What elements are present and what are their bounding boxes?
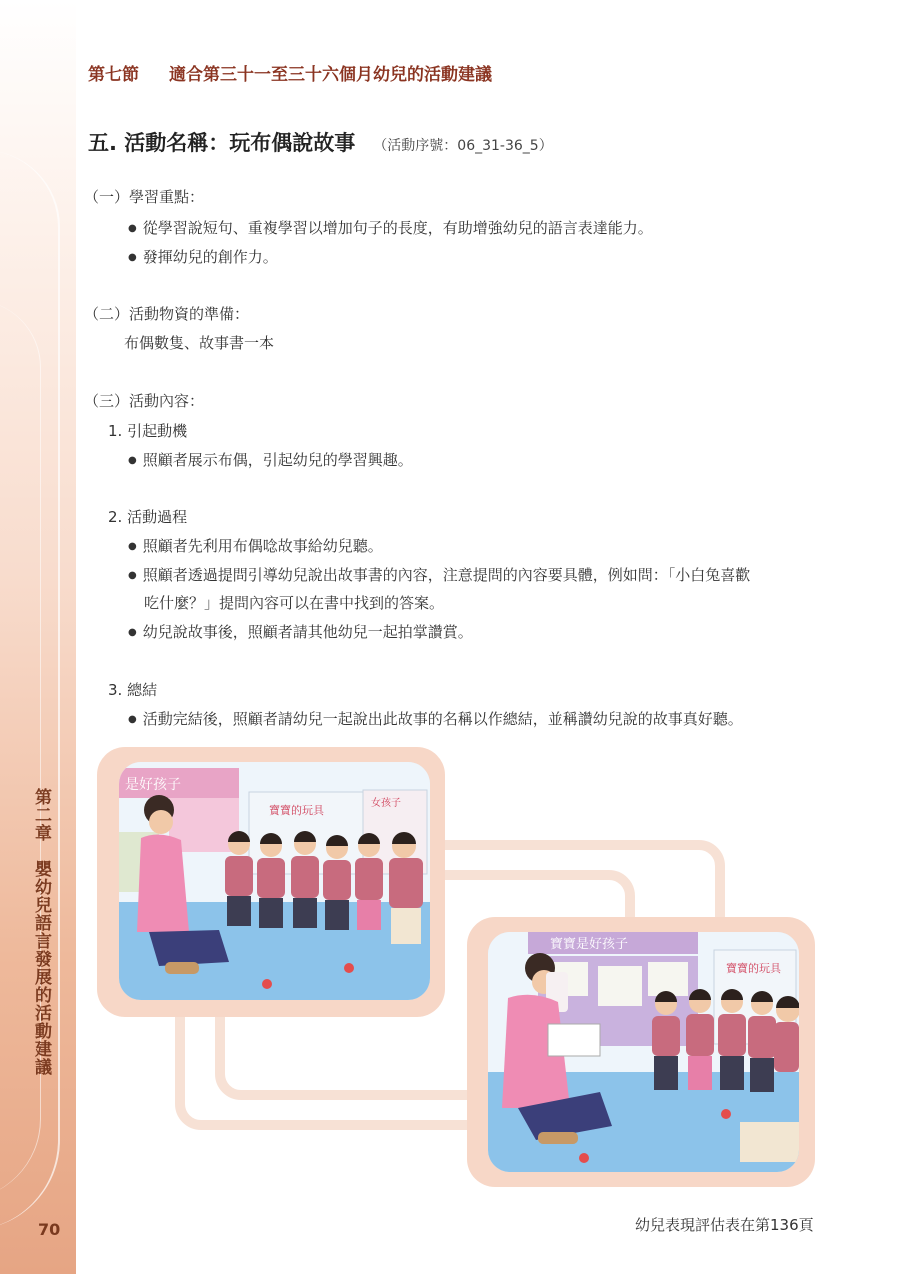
section-title: 適合第三十一至三十六個月幼兒的活動建議 — [169, 65, 492, 85]
activity-serial: （活動序號：06_31-36_5） — [373, 138, 553, 154]
classroom-photo-illustration — [488, 932, 799, 1172]
photo-board-text: 寶寶的玩具 — [269, 804, 324, 817]
assessment-reference-note: 幼兒表現評估表在第136頁 — [635, 1216, 814, 1234]
activity-title — [88, 127, 553, 157]
conclusion-heading: 3. 總結 — [108, 681, 158, 699]
materials-text: 布偶數隻、故事書一本 — [124, 334, 275, 352]
photo-banner-text: 寶寶是好孩子 — [550, 937, 629, 952]
activity-photo — [488, 932, 799, 1172]
photo-banner-text: 是好孩子 — [125, 777, 181, 793]
process-item: ● 照顧者透過提問引導幼兒說出故事書的內容，注意提問的內容要具體，例如問：「小白兔喜歡 — [128, 564, 750, 585]
motivation-heading: 1. 引起動機 — [108, 422, 188, 440]
process-item-continued: 吃什麼？」提問內容可以在書中找到的答案。 — [144, 594, 445, 612]
classroom-photo-illustration — [119, 762, 430, 1000]
learning-focus-heading: （一）學習重點： — [84, 188, 205, 206]
activity-name: 五. 活動名稱：玩布偶說故事 — [88, 131, 356, 155]
section-header — [88, 60, 492, 85]
process-heading: 2. 活動過程 — [108, 508, 188, 526]
photo-board-text: 寶寶的玩具 — [726, 962, 781, 975]
photo-board-text: 女孩子 — [371, 798, 401, 809]
content-heading: （三）活動內容： — [84, 392, 205, 410]
process-item: ● 照顧者先利用布偶唸故事給幼兒聽。 — [128, 535, 383, 556]
chapter-title: 第二章 嬰幼兒語言發展的活動建議 — [31, 788, 51, 1076]
activity-photo — [119, 762, 430, 1000]
section-number: 第七節 — [88, 65, 139, 85]
learning-focus-item: ● 從學習說短句、重複學習以增加句子的長度，有助增強幼兒的語言表達能力。 — [128, 217, 653, 238]
motivation-item: ● 照顧者展示布偶，引起幼兒的學習興趣。 — [128, 449, 413, 470]
conclusion-item: ● 活動完結後，照顧者請幼兒一起說出此故事的名稱以作總結，並稱讚幼兒說的故事真好聽。 — [128, 708, 743, 729]
learning-focus-item: ● 發揮幼兒的創作力。 — [128, 246, 278, 267]
chapter-sidebar — [0, 0, 76, 1274]
process-item: ● 幼兒說故事後，照顧者請其他幼兒一起拍掌讚賞。 — [128, 621, 473, 642]
materials-heading: （二）活動物資的準備： — [84, 305, 250, 323]
page-number: 70 — [38, 1220, 61, 1239]
